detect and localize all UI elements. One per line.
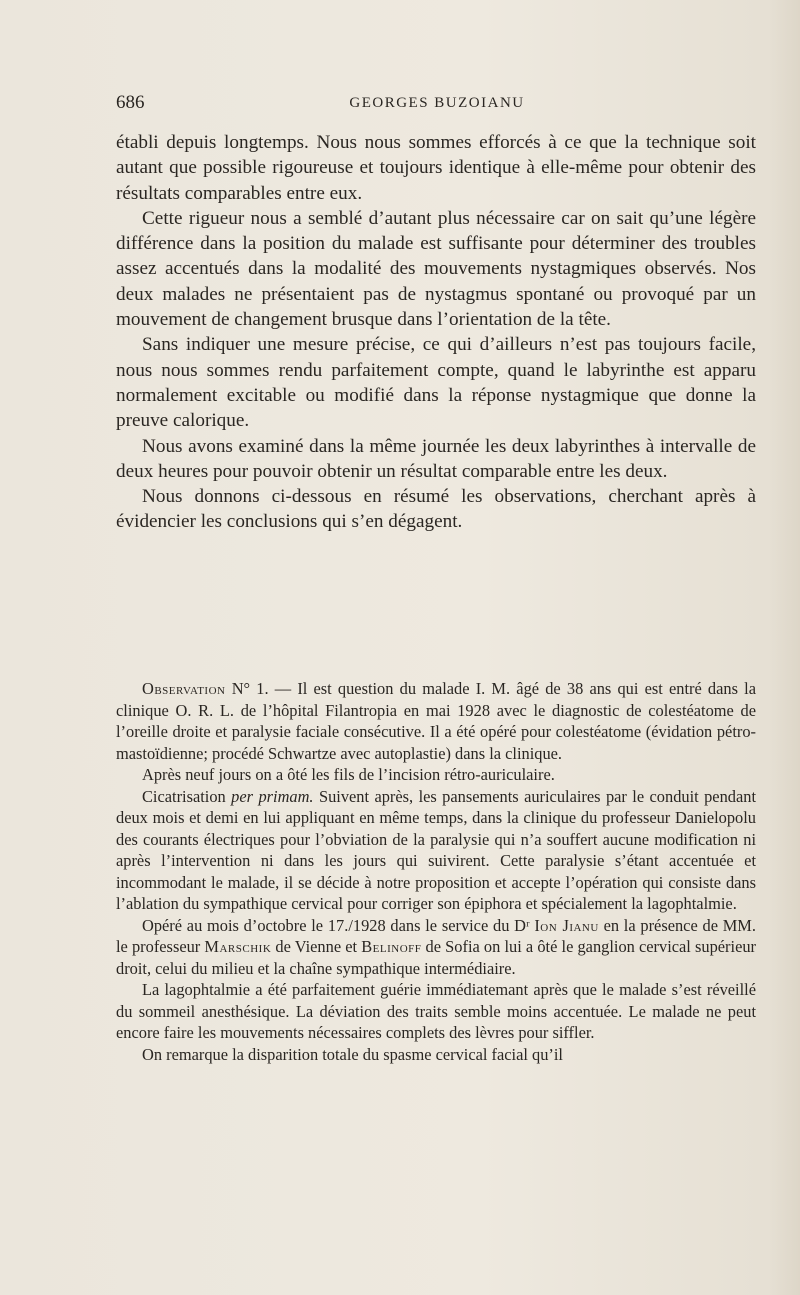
text-run: Opéré au mois d’octobre le 17./1928 dans le service du Dʳ: [142, 915, 535, 935]
text-run: de Vienne et: [271, 937, 362, 956]
paragraph: Nous avons examiné dans la même journée les deux labyrinthes à intervalle de deux heures pour pouvoir obtenir un résultat comparable entre les deux.: [116, 435, 756, 482]
observation-paragraph: [116, 786, 756, 915]
observation-paragraph: [116, 915, 756, 980]
latin-phrase: per primam.: [231, 786, 314, 806]
main-text: [116, 130, 756, 535]
paragraph: Nous donnons ci-dessous en résumé les observations, cherchant après à évidencier les conclusions qui s’en dégagent.: [116, 486, 756, 533]
person-name: Belinoff: [361, 937, 422, 956]
paragraph: Sans indiquer une mesure précise, ce qui d’ailleurs n’est pas toujours facile, nous nous sommes rendu parfaitement compte, quand le labyrinthe est apparu normalement excitable ou modifié dans la réponse nystagmique que donne la preuve calorique.: [116, 334, 756, 432]
person-name: Ion Jianu: [534, 915, 599, 935]
observation-paragraph: On remarque la disparition totale du spasme cervical facial qu’il: [142, 1044, 563, 1064]
observation-section: [116, 678, 756, 1065]
observation-text: — Il est question du malade I. M. âgé de 38 ans qui est entré dans la clinique O. R. L. de l’hôpital Filantropia en mai 1928 avec le diagnostic de colestéatome de l’oreille droite et paralysie faciale consécutive. Il a été opéré pour colestéatome (évidation pétro-mastoïdienne; procédé Schwartze avec autoplastie) dans la clinique.: [116, 679, 756, 763]
person-name: Marschik: [204, 937, 272, 956]
paragraph: Cette rigueur nous a semblé d’autant plus nécessaire car on sait qu’une légère différence dans la position du malade est suffisante pour déterminer des troubles assez accentués dans la modalité des mouvements nystagmiques observés. Nos deux malades ne présentaient pas de nystagmus spontané ou provoqué par un mouvement de changement brusque dans l’orientation de la tête.: [116, 207, 756, 331]
text-run: Suivent après, les pansements auriculaires par le conduit pendant deux mois et demi en lui appliquant en même temps, dans la clinique du professeur Danielopolu des courants électriques pour l’obviation de la paralysie qui n’a souffert aucune modification ni après l’intervention ni dans les jours qui suivirent. Cette paralysie s’étant accentuée et incommodant le malade, il se décide à notre proposition et accepte l’opération qui consiste dans l’ablation du sympathique cervical pour corriger son épiphora et spécialement la lagophtalmie.: [116, 786, 756, 913]
page-number: 686: [116, 92, 145, 113]
observation-number: N° 1.: [231, 679, 269, 698]
running-head: GEORGES BUZOIANU: [349, 95, 525, 111]
page-header: [116, 92, 758, 120]
text-run: en la présence de MM. le professeur: [116, 915, 756, 956]
text-run: Cicatrisation: [142, 786, 232, 806]
observation-paragraph: [116, 678, 756, 764]
text-run: de Sofia on lui a ôté le ganglion cervical supérieur droit, celui du milieu et la chaîne sympathique intermédiaire.: [116, 937, 756, 978]
observation-paragraph: Après neuf jours on a ôté les fils de l’incision rétro-auriculaire.: [142, 765, 555, 784]
observation-paragraph: La lagophtalmie a été parfaitement guérie immédiatemant après que le malade s’est réveillé du sommeil anesthésique. La déviation des traits semble moins accentuée. Le malade ne peut encore faire les mouvements nécessaires complets des lèvres pour siffler.: [116, 980, 756, 1042]
paragraph: établi depuis longtemps. Nous nous sommes efforcés à ce que la technique soit autant que possible rigoureuse et toujours identique à elle-même pour obtenir des résultats comparables entre eux.: [116, 132, 756, 204]
observation-label: Observation: [142, 679, 226, 698]
